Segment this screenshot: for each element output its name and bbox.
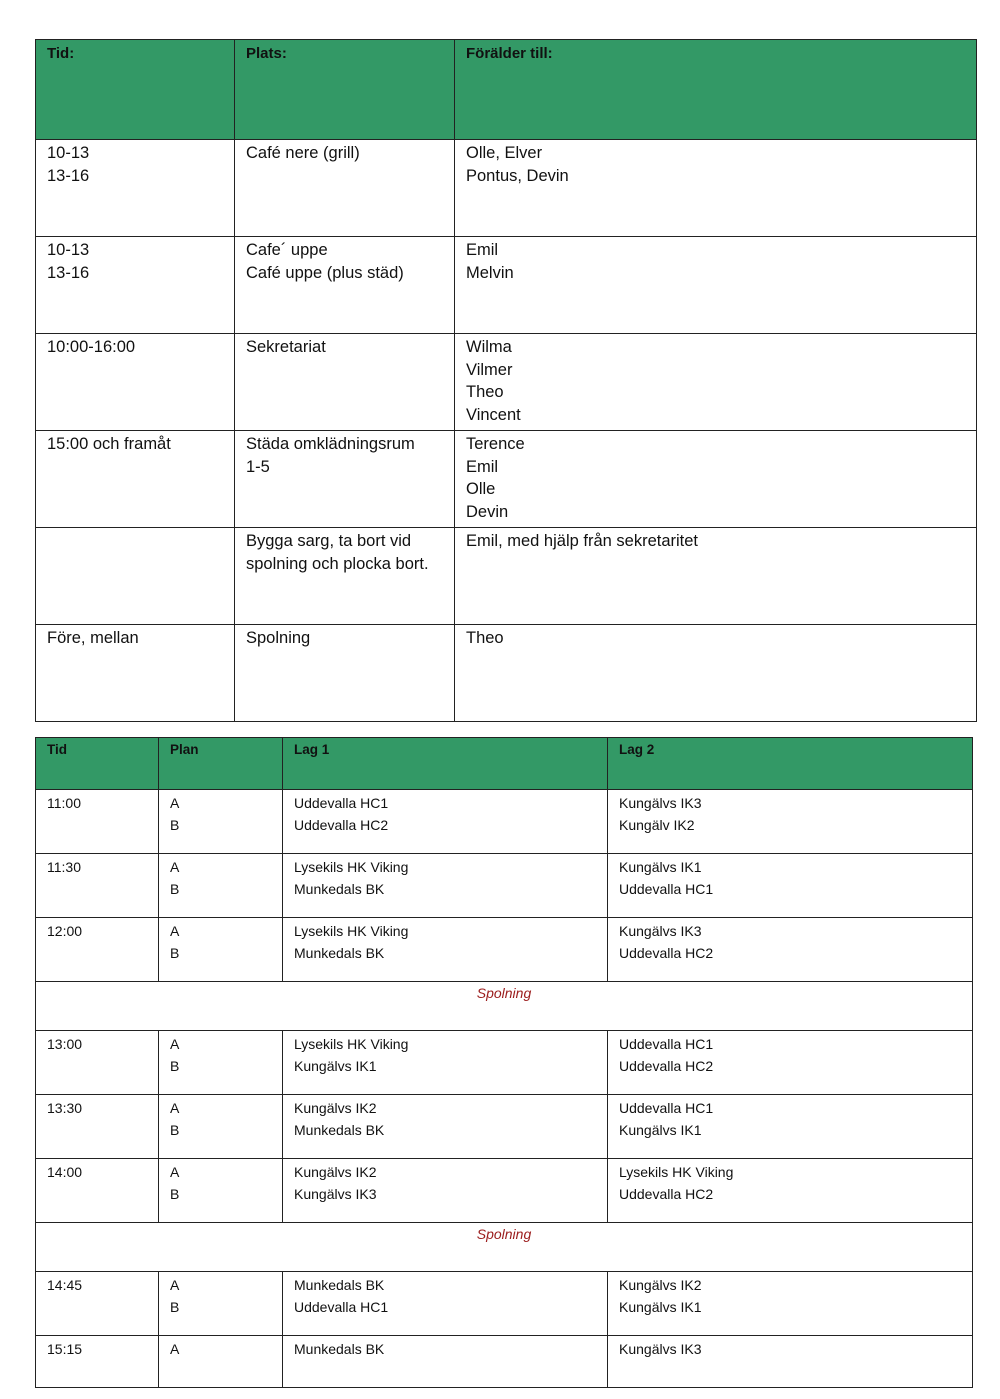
- match-row: [36, 1095, 973, 1159]
- header-lag1: Lag 1: [283, 738, 608, 790]
- duty-tid-cell: [36, 625, 235, 722]
- duty-foralder-cell-line: Emil: [466, 241, 499, 259]
- duty-tid-cell-line: 10:00-16:00: [47, 338, 136, 356]
- duty-foralder-cell: [455, 431, 977, 528]
- duty-foralder-cell-line: Vincent: [466, 406, 521, 425]
- duty-schedule-table: [35, 39, 977, 722]
- duty-tid-cell-line: 10-13: [47, 241, 90, 259]
- match-lag1-cell-line: Kungälvs IK2: [294, 1100, 377, 1116]
- match-lag2-cell-line: Kungälvs IK3: [619, 795, 702, 811]
- match-lag2-cell-line: Uddevalla HC1: [619, 1100, 714, 1116]
- match-plan-cell-line: B: [170, 880, 180, 897]
- match-lag1-cell-line: Lysekils HK Viking: [294, 1036, 409, 1052]
- header-tid: Tid: [36, 738, 159, 790]
- match-lag1-cell-line: Uddevalla HC1: [294, 1298, 389, 1315]
- match-lag2-cell: [608, 1159, 973, 1223]
- match-lag2-cell-line: Uddevalla HC1: [619, 1036, 714, 1052]
- duty-plats-cell: [235, 528, 455, 625]
- match-tid-cell: 15:15: [36, 1336, 159, 1388]
- duty-row: [36, 237, 977, 334]
- match-lag1-cell: [283, 854, 608, 918]
- duty-tid-cell-line: 10-13: [47, 144, 90, 162]
- match-plan-cell: [159, 1336, 283, 1388]
- duty-foralder-cell-line: Theo: [466, 629, 504, 647]
- duty-plats-cell-line: Spolning: [246, 629, 311, 647]
- duty-tid-cell-line: 13-16: [47, 166, 90, 185]
- match-plan-cell: [159, 1095, 283, 1159]
- match-lag1-cell-line: Munkedals BK: [294, 1341, 385, 1357]
- match-lag1-cell-line: Munkedals BK: [294, 1277, 385, 1293]
- duty-plats-cell-line: 1-5: [246, 457, 270, 476]
- match-lag2-cell-line: Uddevalla HC2: [619, 1185, 714, 1202]
- match-row: [36, 854, 973, 918]
- duty-plats-cell: [235, 140, 455, 237]
- match-lag1-cell: [283, 1272, 608, 1336]
- match-lag1-cell: [283, 1031, 608, 1095]
- duty-foralder-cell-line: Pontus, Devin: [466, 166, 569, 185]
- header-plan: Plan: [159, 738, 283, 790]
- match-lag2-cell-line: Uddevalla HC2: [619, 1057, 714, 1074]
- match-plan-cell-line: B: [170, 1121, 180, 1138]
- duty-foralder-cell: [455, 140, 977, 237]
- match-row: [36, 918, 973, 982]
- duty-foralder-cell-line: Wilma: [466, 338, 512, 356]
- match-row: [36, 1159, 973, 1223]
- match-plan-cell-line: A: [170, 923, 180, 939]
- duty-plats-cell: [235, 625, 455, 722]
- duty-tid-cell: [36, 431, 235, 528]
- duty-plats-cell: [235, 237, 455, 334]
- match-lag2-cell-line: Kungälvs IK3: [619, 923, 702, 939]
- duty-foralder-cell-line: Emil, med hjälp från sekretaritet: [466, 532, 699, 550]
- duty-plats-cell: [235, 431, 455, 528]
- match-lag1-cell: [283, 790, 608, 854]
- match-plan-cell-line: A: [170, 1341, 180, 1357]
- match-lag2-cell-line: Kungälvs IK2: [619, 1277, 702, 1293]
- header-lag2: Lag 2: [608, 738, 973, 790]
- duty-plats-cell-line: spolning och plocka bort.: [246, 554, 429, 573]
- match-lag1-cell-line: Kungälvs IK3: [294, 1185, 377, 1202]
- duty-row: [36, 528, 977, 625]
- match-lag1-cell-line: Uddevalla HC2: [294, 816, 389, 833]
- duty-tid-cell-line: Före, mellan: [47, 629, 139, 647]
- match-plan-cell-line: B: [170, 1057, 180, 1074]
- duty-foralder-cell: [455, 334, 977, 431]
- spolning-break-row: [36, 1223, 973, 1272]
- duty-plats-cell-line: Bygga sarg, ta bort vid: [246, 532, 412, 550]
- match-lag2-cell: [608, 1272, 973, 1336]
- match-tid-cell: 14:00: [36, 1159, 159, 1223]
- duty-foralder-cell-line: Theo: [466, 383, 504, 402]
- duty-foralder-cell-line: Olle: [466, 480, 496, 499]
- duty-foralder-cell: [455, 528, 977, 625]
- match-lag1-cell-line: Kungälvs IK2: [294, 1164, 377, 1180]
- match-row: [36, 1272, 973, 1336]
- duty-row: [36, 140, 977, 237]
- match-lag1-cell: [283, 1336, 608, 1388]
- match-plan-cell: [159, 854, 283, 918]
- match-lag1-cell-line: Lysekils HK Viking: [294, 923, 409, 939]
- duty-row: [36, 431, 977, 528]
- duty-tid-cell-line: 13-16: [47, 263, 90, 282]
- header-plats: Plats:: [235, 40, 455, 140]
- spolning-label: Spolning: [36, 982, 973, 1031]
- header-foralder: Förälder till:: [455, 40, 977, 140]
- match-plan-cell: [159, 790, 283, 854]
- match-tid-cell: 14:45: [36, 1272, 159, 1336]
- match-lag1-cell: [283, 1159, 608, 1223]
- match-lag2-cell: [608, 1031, 973, 1095]
- duty-foralder-cell-line: Devin: [466, 503, 509, 522]
- match-lag2-cell: [608, 1336, 973, 1388]
- match-lag2-cell: [608, 1095, 973, 1159]
- spolning-break-row: [36, 982, 973, 1031]
- match-row: [36, 790, 973, 854]
- match-row: [36, 1336, 973, 1388]
- match-lag2-cell-line: Kungälv IK2: [619, 816, 695, 833]
- duty-plats-cell-line: Café nere (grill): [246, 144, 360, 162]
- match-plan-cell-line: B: [170, 1298, 180, 1315]
- duty-foralder-cell: [455, 625, 977, 722]
- header-tid: Tid:: [36, 40, 235, 140]
- duty-foralder-cell-line: Olle, Elver: [466, 144, 543, 162]
- duty-foralder-cell: [455, 237, 977, 334]
- match-lag1-cell-line: Munkedals BK: [294, 1121, 385, 1138]
- duty-foralder-cell-line: Vilmer: [466, 360, 513, 379]
- duty-foralder-cell-line: Melvin: [466, 263, 514, 282]
- match-lag2-cell: [608, 854, 973, 918]
- match-lag1-cell-line: Kungälvs IK1: [294, 1057, 377, 1074]
- match-lag1-cell-line: Munkedals BK: [294, 880, 385, 897]
- match-lag1-cell: [283, 1095, 608, 1159]
- match-tid-cell: 11:00: [36, 790, 159, 854]
- match-plan-cell-line: A: [170, 795, 180, 811]
- match-plan-cell: [159, 1159, 283, 1223]
- duty-plats-cell-line: Café uppe (plus städ): [246, 263, 404, 282]
- duty-tid-cell: [36, 528, 235, 625]
- match-lag2-cell-line: Lysekils HK Viking: [619, 1164, 734, 1180]
- match-plan-cell-line: A: [170, 1277, 180, 1293]
- spolning-label: Spolning: [36, 1223, 973, 1272]
- match-lag2-cell-line: Uddevalla HC2: [619, 944, 714, 961]
- duty-foralder-cell-line: Terence: [466, 435, 525, 453]
- match-lag2-cell: [608, 790, 973, 854]
- match-header-row: [36, 738, 973, 790]
- match-lag2-cell: [608, 918, 973, 982]
- match-plan-cell: [159, 1272, 283, 1336]
- match-lag2-cell-line: Kungälvs IK1: [619, 1298, 702, 1315]
- duty-plats-cell-line: Städa omklädningsrum: [246, 435, 415, 453]
- match-plan-cell: [159, 1031, 283, 1095]
- match-plan-cell-line: A: [170, 859, 180, 875]
- match-plan-cell-line: B: [170, 816, 180, 833]
- duty-row: [36, 334, 977, 431]
- match-lag1-cell-line: Lysekils HK Viking: [294, 859, 409, 875]
- match-tid-cell: 12:00: [36, 918, 159, 982]
- match-lag1-cell-line: Uddevalla HC1: [294, 795, 389, 811]
- match-plan-cell-line: A: [170, 1164, 180, 1180]
- match-plan-cell-line: B: [170, 944, 180, 961]
- match-lag2-cell-line: Kungälvs IK3: [619, 1341, 702, 1357]
- match-tid-cell: 11:30: [36, 854, 159, 918]
- match-plan-cell-line: A: [170, 1036, 180, 1052]
- duty-row: [36, 625, 977, 722]
- duty-header-row: [36, 40, 977, 140]
- match-plan-cell-line: A: [170, 1100, 180, 1116]
- duty-tid-cell: [36, 237, 235, 334]
- duty-tid-cell: [36, 140, 235, 237]
- match-tid-cell: 13:00: [36, 1031, 159, 1095]
- match-plan-cell: [159, 918, 283, 982]
- match-tid-cell: 13:30: [36, 1095, 159, 1159]
- duty-tid-cell: [36, 334, 235, 431]
- match-lag1-cell: [283, 918, 608, 982]
- duty-plats-cell-line: Sekretariat: [246, 338, 326, 356]
- duty-plats-cell: [235, 334, 455, 431]
- match-plan-cell-line: B: [170, 1185, 180, 1202]
- duty-tid-cell-line: 15:00 och framåt: [47, 435, 171, 453]
- match-lag2-cell-line: Kungälvs IK1: [619, 859, 702, 875]
- match-lag1-cell-line: Munkedals BK: [294, 944, 385, 961]
- match-lag2-cell-line: Kungälvs IK1: [619, 1121, 702, 1138]
- duty-plats-cell-line: Cafe´ uppe: [246, 241, 328, 259]
- duty-foralder-cell-line: Emil: [466, 457, 499, 476]
- match-lag2-cell-line: Uddevalla HC1: [619, 880, 714, 897]
- match-row: [36, 1031, 973, 1095]
- match-schedule-table: [35, 737, 973, 1388]
